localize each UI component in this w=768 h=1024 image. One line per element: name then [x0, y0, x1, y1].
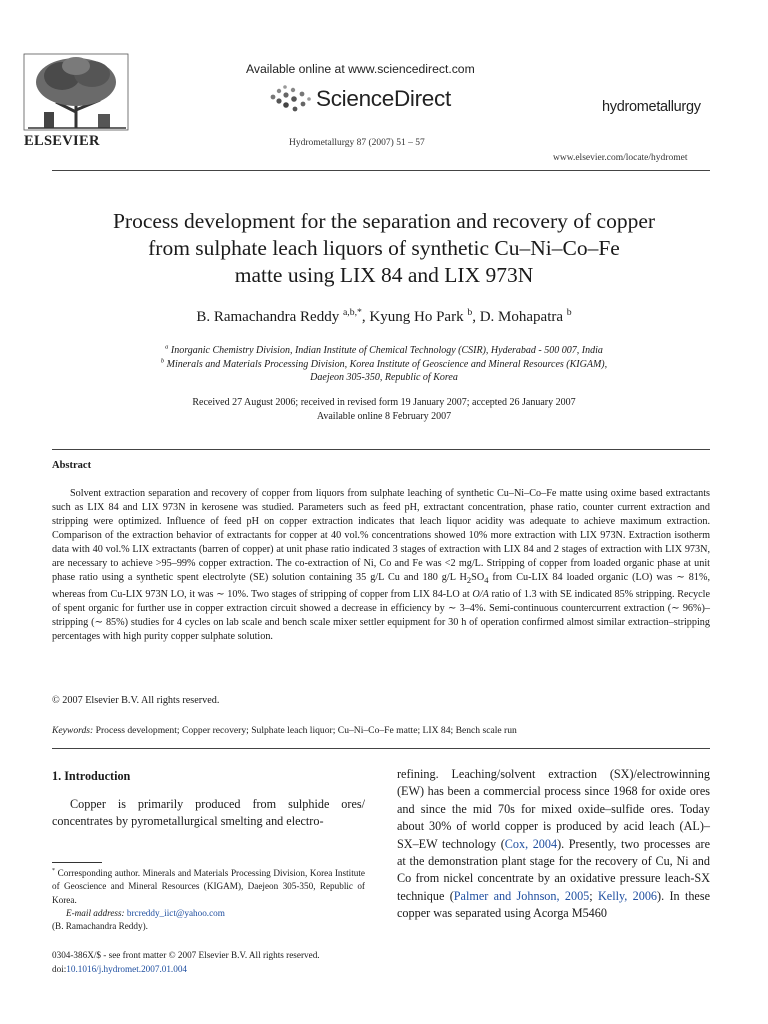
- footnote-email-owner: (B. Ramachandra Reddy).: [52, 921, 148, 932]
- abstract-italic: O/A: [472, 588, 489, 600]
- footnote-divider: [52, 862, 102, 863]
- section-heading: 1. Introduction: [52, 769, 131, 783]
- body-text: ). In these copper was separated using Acorga M5460: [397, 888, 710, 921]
- corresponding-author-mark[interactable]: *: [357, 307, 362, 318]
- sciencedirect-dots-logo-icon: [265, 83, 313, 113]
- received-dates: Received 27 August 2006; received in revised form 19 January 2007; accepted 26 January 2007: [192, 397, 576, 408]
- footnote-email: [52, 907, 365, 920]
- affiliation-b-continued: [90, 371, 678, 385]
- reference-link-palmer[interactable]: Palmer and Johnson, 2005: [453, 888, 590, 903]
- header-divider: [52, 170, 710, 171]
- issn-line: 0304-386X/$ - see front matter © 2007 Elsevier B.V. All rights reserved.: [52, 950, 320, 960]
- abstract-top-divider: [52, 449, 710, 450]
- affiliation-mark: b: [160, 357, 165, 365]
- article-title: [40, 208, 728, 289]
- affiliation-text: Inorganic Chemistry Division, Indian Institute of Chemical Technology (CSIR), Hyderabad - 500 007, India: [170, 345, 603, 356]
- abstract-text: [52, 487, 710, 644]
- available-online-text[interactable]: Available online at www.sciencedirect.com: [246, 62, 475, 76]
- affiliation-mark: a: [165, 343, 169, 351]
- abstract-bottom-divider: [52, 748, 710, 749]
- body-text: refining. Leaching/solvent extraction (SX)/electrowinning (EW) has been a commercial process since 1968 for oxide ores and since the mid 70s for mixed oxide–sulfide ores. Today about 30% of world copper is produced by acid leach (AL)–SX–EW technology (: [397, 767, 710, 851]
- body-text: ). Presently, two processes are at the demonstration plant stage for the recovery of Cu, Ni and Co from nickel concentrate by an oxidative pressure leach-SX technique (: [397, 836, 710, 903]
- left-column-text: Copper is primarily produced from sulphide ores/ concentrates by pyrometallurgical smelting and electro-: [52, 797, 365, 829]
- email-label: E-mail address:: [66, 907, 125, 918]
- abstract-part: from Cu-LIX 84 loaded organic (LO) was ∼ 81%, whereas from Cu-LIX 973N LO, it was ∼ 10%. Two stages of stripping of copper from LIX 84-LO at: [52, 571, 710, 600]
- title-line-3: matte using LIX 84 and LIX 973N: [234, 263, 534, 287]
- author-affiliation-mark[interactable]: b: [467, 307, 473, 318]
- abstract-part: Solvent extraction separation and recovery of copper from liquors from sulphate leaching of synthetic Cu–Ni–Co–Fe matte using oxime based extractants such as LIX 84 and LIX 973N in kerosene was studied. Parameters such as feed pH, extractant concentration, phase ratio, counter current extraction and stripping were optimized. Influence of feed pH on copper extraction indicates that leach liquor acidity was adequate to achieve maximum extraction. Comparison of the extraction behavior of extractants for copper at 40 vol.% concentrations showed 10% more extraction with LIX 973N. Extraction isotherm data with 40 vol.% LIX extractants (barren of copper) at unit phase ratio indicated 3 stages of extraction with LIX 84 and 2 stages of extraction with LIX 973N, are necessary to achieve >95–99% copper extraction. The co-extraction of Ni, Co and Fe was <2 mg/L. Stripping of copper from loaded organic phase at unit phase ratio using a synthetic spent electrolyte (SE) solution containing 35 g/L Cu and 180 g/L H: [52, 488, 710, 583]
- affiliations: [90, 344, 678, 385]
- sciencedirect-wordmark[interactable]: ScienceDirect: [316, 86, 451, 111]
- affiliation-b: [90, 358, 678, 372]
- author-separator: ,: [472, 309, 480, 325]
- doi-label: doi:: [52, 964, 67, 974]
- available-date: Available online 8 February 2007: [316, 411, 452, 422]
- footnote-corresponding: [52, 867, 365, 907]
- author-name: D. Mohapatra: [479, 309, 564, 325]
- journal-logo-text: hydrometallurgy: [602, 99, 701, 115]
- journal-citation: Hydrometallurgy 87 (2007) 51 – 57: [289, 138, 425, 148]
- article-dates: [90, 396, 678, 424]
- email-link[interactable]: brcreddy_iict@yahoo.com: [126, 907, 225, 918]
- keywords-label: Keywords:: [52, 725, 94, 736]
- right-column-text: [397, 766, 710, 923]
- affiliation-text: Daejeon 305-350, Republic of Korea: [310, 372, 458, 383]
- doi-link[interactable]: 10.1016/j.hydromet.2007.01.004: [66, 964, 188, 974]
- title-line-1: Process development for the separation and recovery of copper: [112, 209, 656, 233]
- author-separator: ,: [361, 309, 370, 325]
- publisher-name: ELSEVIER: [24, 133, 100, 149]
- journal-url[interactable]: www.elsevier.com/locate/hydromet: [553, 153, 688, 163]
- reference-link-cox[interactable]: Cox, 2004: [504, 836, 558, 851]
- keywords: [52, 725, 517, 736]
- affiliation-a: [90, 344, 678, 358]
- footnote-text: Corresponding author. Minerals and Materials Processing Division, Korea Institute of Geoscience and Mineral Resources (KIGAM), Daejeon 305-350, Republic of Korea.: [52, 868, 365, 905]
- author-affiliation-mark[interactable]: a,b,: [342, 307, 358, 318]
- body-text: ;: [589, 888, 598, 903]
- abstract-part: SO: [471, 571, 485, 583]
- reference-link-kelly[interactable]: Kelly, 2006: [597, 888, 658, 903]
- front-matter: [52, 948, 320, 976]
- keywords-list: Process development; Copper recovery; Sulphate leach liquor; Cu–Ni–Co–Fe matte; LIX 84; Bench scale run: [93, 725, 517, 736]
- doi-line: [52, 962, 320, 976]
- abstract-part: ratio of 1.3 with SE indicated 85% stripping. Recycle of spent organic for further use in copper extraction circuit showed a decrease in efficiency by ∼ 3–4%. Semi-continuous countercurrent extraction (∼ 96%)–stripping (∼ 85%) studies for 4 cycles on lab scale and bench scale mixer settler equipment for 30 h of operation confirmed almost similar extraction–stripping percentages with high purity copper sulphate solution.: [52, 588, 710, 642]
- footnote: [52, 867, 365, 933]
- author-affiliation-mark[interactable]: b: [566, 307, 572, 318]
- author-list: [40, 309, 728, 326]
- abstract-copyright: © 2007 Elsevier B.V. All rights reserved.: [52, 695, 220, 706]
- title-line-2: from sulphate leach liquors of synthetic Cu–Ni–Co–Fe: [148, 236, 620, 260]
- author-name: Kyung Ho Park: [369, 309, 464, 325]
- affiliation-text: Minerals and Materials Processing Division, Korea Institute of Geoscience and Mineral Resources (KIGAM),: [166, 358, 608, 370]
- subscript: 2: [466, 574, 472, 585]
- abstract-heading: Abstract: [52, 460, 92, 471]
- author-name: B. Ramachandra Reddy: [196, 309, 340, 325]
- subscript: 4: [484, 574, 489, 585]
- footnote-star: *: [52, 867, 55, 874]
